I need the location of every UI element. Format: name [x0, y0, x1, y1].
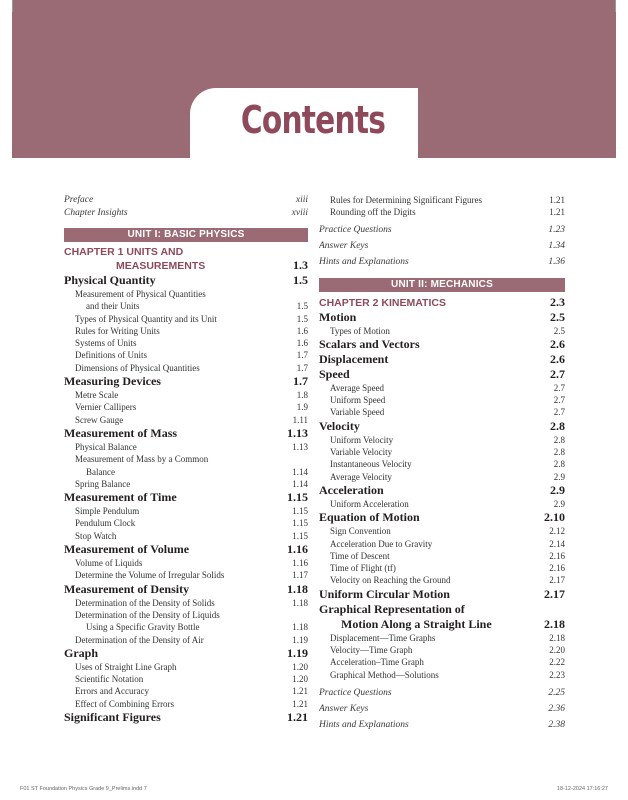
- chapter-2-title: CHAPTER 2 KINEMATICS: [319, 296, 446, 309]
- toc-subsection-entry[interactable]: [64, 505, 308, 517]
- toc-subsection-entry[interactable]: [64, 325, 308, 337]
- toc-entry-title: Measurement of Mass by a Common: [75, 454, 209, 465]
- toc-entry-page: 2.38: [548, 719, 565, 730]
- toc-subsection-entry[interactable]: [64, 466, 308, 478]
- toc-entry-title: Instantaneous Velocity: [330, 459, 412, 470]
- toc-entry-title: Vernier Callipers: [75, 402, 137, 413]
- toc-section-entry[interactable]: [319, 510, 565, 525]
- toc-section-entry[interactable]: [64, 273, 308, 288]
- toc-entry-title: Balance: [86, 466, 115, 477]
- chapter-2-entries: [319, 310, 565, 681]
- toc-entry-title: Using a Specific Gravity Bottle: [86, 622, 200, 633]
- toc-entry-page: 2.5: [553, 325, 565, 336]
- toc-entry-page: 2.36: [548, 703, 565, 714]
- toc-entry-page: 2.12: [549, 526, 565, 537]
- toc-subsection-entry[interactable]: [64, 478, 308, 490]
- chapter-1-title-line1: CHAPTER 1 UNITS AND: [64, 246, 184, 258]
- toc-subsection-entry[interactable]: [64, 362, 308, 374]
- toc-subsection-entry[interactable]: [64, 698, 308, 710]
- toc-subsection-entry[interactable]: [64, 597, 308, 609]
- toc-subsection-entry[interactable]: [64, 557, 308, 569]
- toc-entry-title: Motion: [319, 309, 357, 324]
- toc-entry-page: 2.25: [548, 687, 565, 698]
- toc-entry-title: Effect of Combining Errors: [75, 698, 175, 709]
- toc-entry-page: 2.23: [549, 669, 565, 680]
- unit-1-banner: UNIT I: BASIC PHYSICS: [64, 228, 308, 242]
- toc-entry-title: Significant Figures: [64, 710, 161, 725]
- toc-section-entry[interactable]: [319, 419, 565, 434]
- toc-entry-title: Velocity on Reaching the Ground: [330, 575, 451, 586]
- toc-subsection-entry[interactable]: [64, 389, 308, 401]
- toc-subsection-entry[interactable]: [64, 661, 308, 673]
- toc-entry-page: 1.16: [287, 542, 308, 557]
- toc-entry-title: Uniform Velocity: [330, 434, 394, 445]
- toc-subsection-entry[interactable]: [64, 349, 308, 361]
- toc-subsection-entry[interactable]: [64, 634, 308, 646]
- toc-entry-title: Acceleration Due to Gravity: [330, 538, 433, 549]
- toc-subsection-entry[interactable]: [64, 441, 308, 453]
- toc-section-entry[interactable]: [64, 582, 308, 597]
- toc-entry-page: 1.5: [296, 301, 308, 312]
- toc-subsection-entry[interactable]: [319, 206, 565, 218]
- toc-entry-title: Screw Gauge: [75, 414, 124, 425]
- toc-entry-title: Measurement of Volume: [64, 542, 190, 557]
- toc-entry-page: 1.6: [296, 325, 308, 336]
- toc-entry-title: Dimensions of Physical Quantities: [75, 362, 200, 373]
- toc-entry-page: 1.21: [549, 207, 565, 218]
- toc-section-entry[interactable]: [319, 352, 565, 367]
- toc-entry-title: Answer Keys: [319, 240, 369, 251]
- toc-front-entry[interactable]: [319, 254, 565, 270]
- toc-entry-title: Metre Scale: [75, 390, 119, 401]
- toc-section-entry[interactable]: [319, 617, 565, 632]
- toc-entry-page: 1.13: [287, 425, 308, 440]
- toc-entry-title: Types of Motion: [330, 325, 390, 336]
- toc-entry-title: Average Speed: [330, 382, 385, 393]
- toc-subsection-entry[interactable]: [64, 517, 308, 529]
- toc-entry-page: 1.5: [296, 313, 308, 324]
- toc-section-entry[interactable]: [319, 602, 565, 617]
- toc-entry-title: Errors and Accuracy: [75, 686, 149, 697]
- toc-entry-title: Pendulum Clock: [75, 518, 136, 529]
- toc-entry-page: 2.10: [544, 510, 565, 525]
- toc-entry-page: 2.16: [549, 550, 565, 561]
- toc-front-entry[interactable]: [319, 238, 565, 254]
- toc-section-entry[interactable]: [64, 490, 308, 505]
- chapter-1-heading: [64, 246, 308, 273]
- toc-subsection-entry[interactable]: [319, 406, 565, 418]
- toc-entry-page: 2.18: [549, 632, 565, 643]
- toc-entry-page: 2.8: [550, 418, 565, 433]
- toc-entry-page: 2.16: [549, 563, 565, 574]
- toc-entry-page: 2.9: [553, 498, 565, 509]
- toc-entry-title: Acceleration–Time Graph: [330, 657, 424, 668]
- toc-section-entry[interactable]: [64, 646, 308, 661]
- toc-entry-page: 1.7: [293, 374, 308, 389]
- toc-section-entry[interactable]: [319, 367, 565, 382]
- toc-entry-page: 1.18: [287, 581, 308, 596]
- toc-entry-page: 1.15: [292, 530, 308, 541]
- toc-subsection-entry[interactable]: [319, 471, 565, 483]
- toc-entry-page: 2.7: [553, 382, 565, 393]
- toc-entry-page: 2.8: [553, 434, 565, 445]
- toc-entry-page: 1.11: [292, 414, 308, 425]
- toc-section-entry[interactable]: [319, 337, 565, 352]
- chapter-1-end-matter: [319, 222, 565, 270]
- toc-entry-title: Graphical Method—Solutions: [330, 669, 439, 680]
- toc-entry-title: Rounding off the Digits: [330, 207, 416, 218]
- toc-entry-page: 1.21: [287, 710, 308, 725]
- chapter-1-page: 1.3: [293, 258, 308, 272]
- toc-entry-title: Practice Questions: [319, 687, 392, 698]
- toc-entry-title: Rules for Determining Significant Figures: [330, 195, 482, 205]
- toc-entry-page: xviii: [291, 208, 308, 218]
- toc-entry-title: Determination of the Density of Liquids: [75, 609, 220, 620]
- toc-subsection-entry[interactable]: [319, 656, 565, 668]
- toc-entry-page: 2.17: [549, 575, 565, 586]
- toc-entry-page: 2.7: [553, 395, 565, 406]
- toc-entry-page: 1.23: [548, 224, 565, 235]
- footer-timestamp: 18-12-2024 17:16:27: [556, 786, 608, 792]
- toc-entry-page: 1.15: [292, 506, 308, 517]
- toc-section-entry[interactable]: [64, 374, 308, 389]
- toc-entry-title: Volume of Liquids: [75, 558, 143, 569]
- toc-entry-page: 1.16: [292, 558, 308, 569]
- toc-entry-title: Time of Descent: [330, 550, 390, 561]
- toc-entry-title: Graphical Representation of: [319, 601, 465, 616]
- toc-entry-page: 2.18: [544, 616, 565, 631]
- unit-2-banner: UNIT II: MECHANICS: [319, 278, 565, 292]
- toc-entry-page: 1.19: [292, 634, 308, 645]
- toc-entry-title: Uniform Circular Motion: [319, 586, 450, 601]
- toc-entry-page: 1.9: [296, 402, 308, 413]
- toc-entry-page: 2.22: [549, 657, 565, 668]
- toc-section-entry[interactable]: [64, 710, 308, 725]
- toc-entry-title: Physical Balance: [75, 441, 137, 452]
- toc-entry-page: 1.18: [292, 622, 308, 633]
- toc-subsection-entry[interactable]: [319, 194, 565, 206]
- toc-subsection-entry[interactable]: [319, 434, 565, 446]
- toc-entry-title: Scientific Notation: [75, 674, 144, 685]
- toc-entry-title: Definitions of Units: [75, 350, 147, 361]
- toc-subsection-entry[interactable]: [319, 382, 565, 394]
- toc-entry-page: 1.20: [292, 661, 308, 672]
- toc-entry-title: Measurement of Time: [64, 490, 177, 505]
- toc-entry-page: 1.21: [292, 686, 308, 697]
- toc-entry-page: 2.5: [550, 309, 565, 324]
- toc-entry-title: Chapter Insights: [64, 208, 128, 218]
- toc-entry-title: Preface: [64, 195, 94, 205]
- toc-entry-page: 1.15: [292, 518, 308, 529]
- toc-front-entry[interactable]: [64, 207, 308, 220]
- toc-entry-title: Uniform Speed: [330, 395, 386, 406]
- toc-entry-title: Answer Keys: [319, 703, 369, 714]
- toc-entry-title: Acceleration: [319, 482, 384, 497]
- chapter-1-continued-entries: [319, 194, 565, 219]
- toc-entry-title: Speed: [319, 366, 350, 381]
- toc-entry-page: 1.21: [549, 195, 565, 205]
- toc-entry-title: Stop Watch: [75, 530, 117, 541]
- toc-section-entry[interactable]: [319, 587, 565, 602]
- toc-front-entry[interactable]: [319, 222, 565, 238]
- toc-entry-title: Types of Physical Quantity and its Unit: [75, 313, 217, 324]
- toc-front-entry[interactable]: [319, 717, 565, 733]
- toc-subsection-entry[interactable]: [64, 337, 308, 349]
- toc-subsection-entry[interactable]: [319, 325, 565, 337]
- toc-subsection-entry[interactable]: [319, 550, 565, 562]
- toc-entry-page: 1.18: [292, 597, 308, 608]
- toc-entry-page: 1.14: [292, 466, 308, 477]
- toc-entry-page: 1.7: [296, 350, 308, 361]
- chapter-1-entries: [64, 273, 308, 725]
- toc-entry-title: Graph: [64, 645, 99, 660]
- crop-mark: [615, 0, 616, 12]
- toc-entry-title: Time of Flight (tf): [330, 563, 396, 574]
- toc-entry-page: 2.7: [550, 366, 565, 381]
- toc-entry-page: 2.9: [550, 482, 565, 497]
- toc-front-entry[interactable]: [319, 701, 565, 717]
- toc-right-column: [319, 194, 565, 733]
- toc-entry-title: Motion Along a Straight Line: [341, 616, 492, 631]
- toc-subsection-entry[interactable]: [319, 644, 565, 656]
- toc-left-column: [64, 194, 308, 725]
- toc-entry-page: 2.17: [544, 586, 565, 601]
- toc-subsection-entry[interactable]: [64, 530, 308, 542]
- toc-entry-title: Equation of Motion: [319, 510, 420, 525]
- toc-front-entry[interactable]: [64, 194, 308, 207]
- toc-entry-page: 2.6: [550, 351, 565, 366]
- toc-entry-title: Hints and Explanations: [319, 719, 409, 730]
- toc-subsection-entry[interactable]: [64, 300, 308, 312]
- toc-entry-title: Practice Questions: [319, 224, 392, 235]
- toc-subsection-entry[interactable]: [319, 538, 565, 550]
- toc-entry-page: 1.6: [296, 338, 308, 349]
- toc-subsection-entry[interactable]: [64, 414, 308, 426]
- toc-subsection-entry[interactable]: [319, 669, 565, 681]
- toc-entry-title: Physical Quantity: [64, 273, 156, 287]
- toc-subsection-entry[interactable]: [319, 446, 565, 458]
- toc-entry-title: Displacement: [319, 351, 389, 366]
- toc-entry-page: 2.7: [553, 407, 565, 418]
- toc-entry-page: 2.8: [553, 459, 565, 470]
- toc-entry-title: Average Velocity: [330, 471, 392, 482]
- toc-entry-page: 1.15: [287, 490, 308, 505]
- toc-entry-title: Measurement of Density: [64, 581, 190, 596]
- toc-entry-page: 2.14: [549, 538, 565, 549]
- chapter-2-page: 2.3: [550, 294, 565, 309]
- toc-entry-page: 1.8: [296, 390, 308, 401]
- toc-entry-title: Uniform Acceleration: [330, 498, 409, 509]
- toc-entry-title: Determination of the Density of Solids: [75, 597, 215, 608]
- toc-entry-page: 1.5: [293, 273, 308, 287]
- toc-subsection-entry[interactable]: [319, 562, 565, 574]
- toc-entry-title: Velocity—Time Graph: [330, 645, 413, 656]
- toc-entry-title: Displacement—Time Graphs: [330, 632, 436, 643]
- toc-entry-title: Determine the Volume of Irregular Solids: [75, 570, 225, 581]
- toc-entry-title: Measuring Devices: [64, 374, 161, 389]
- toc-entry-title: Velocity: [319, 418, 360, 433]
- toc-entry-page: 1.17: [292, 570, 308, 581]
- toc-entry-page: 1.19: [287, 645, 308, 660]
- toc-entry-page: 1.13: [292, 441, 308, 452]
- toc-entry-page: 2.8: [553, 447, 565, 458]
- chapter-2-end-matter: [319, 685, 565, 733]
- toc-section-entry[interactable]: [64, 426, 308, 441]
- toc-entry-title: Variable Velocity: [330, 447, 393, 458]
- toc-entry-page: 1.7: [296, 362, 308, 373]
- toc-entry-title: Simple Pendulum: [75, 506, 140, 517]
- toc-subsection-entry[interactable]: [64, 453, 308, 465]
- toc-entry-page: 1.36: [548, 256, 565, 267]
- toc-entry-title: Sign Convention: [330, 526, 391, 537]
- toc-front-entry[interactable]: [319, 685, 565, 701]
- toc-entry-title: Spring Balance: [75, 478, 131, 489]
- toc-entry-page: 1.14: [292, 478, 308, 489]
- toc-entry-title: Rules for Writing Units: [75, 325, 160, 336]
- toc-subsection-entry[interactable]: [319, 574, 565, 586]
- toc-entry-title: and their Units: [86, 301, 140, 312]
- toc-subsection-entry[interactable]: [64, 401, 308, 413]
- toc-entry-title: Scalars and Vectors: [319, 336, 420, 351]
- toc-subsection-entry[interactable]: [64, 569, 308, 581]
- toc-subsection-entry[interactable]: [64, 621, 308, 633]
- toc-entry-page: 2.20: [549, 645, 565, 656]
- toc-subsection-entry[interactable]: [64, 288, 308, 300]
- toc-subsection-entry[interactable]: [319, 498, 565, 510]
- toc-subsection-entry[interactable]: [64, 673, 308, 685]
- toc-section-entry[interactable]: [64, 542, 308, 557]
- toc-subsection-entry[interactable]: [319, 632, 565, 644]
- toc-entry-title: Measurement of Physical Quantities: [75, 289, 206, 299]
- toc-entry-title: Uses of Straight Line Graph: [75, 661, 177, 672]
- toc-entry-page: 2.6: [550, 336, 565, 351]
- toc-entry-page: 2.9: [553, 471, 565, 482]
- front-matter-list: [64, 194, 308, 220]
- toc-subsection-entry[interactable]: [64, 609, 308, 621]
- toc-entry-title: Hints and Explanations: [319, 256, 409, 267]
- toc-subsection-entry[interactable]: [319, 458, 565, 470]
- chapter-1-title-line2: MEASUREMENTS: [116, 260, 206, 272]
- toc-subsection-entry[interactable]: [319, 525, 565, 537]
- toc-entry-page: 1.21: [292, 698, 308, 709]
- toc-entry-title: Systems of Units: [75, 338, 137, 349]
- toc-section-entry[interactable]: [319, 310, 565, 325]
- toc-entry-title: Determination of the Density of Air: [75, 634, 204, 645]
- toc-entry-title: Measurement of Mass: [64, 425, 178, 440]
- toc-entry-page: xiii: [295, 195, 308, 205]
- toc-subsection-entry[interactable]: [64, 685, 308, 697]
- crop-mark: [12, 0, 13, 12]
- toc-entry-page: 1.20: [292, 674, 308, 685]
- toc-subsection-entry[interactable]: [64, 313, 308, 325]
- footer-file-info: F01 ST Foundation Physics Grade 9_Prelims.indd 7: [20, 786, 147, 792]
- toc-section-entry[interactable]: [319, 483, 565, 498]
- chapter-2-heading: [319, 296, 565, 310]
- toc-subsection-entry[interactable]: [319, 394, 565, 406]
- page-title: Contents: [240, 98, 386, 142]
- toc-entry-page: 1.34: [548, 240, 565, 251]
- toc-entry-title: Variable Speed: [330, 407, 385, 418]
